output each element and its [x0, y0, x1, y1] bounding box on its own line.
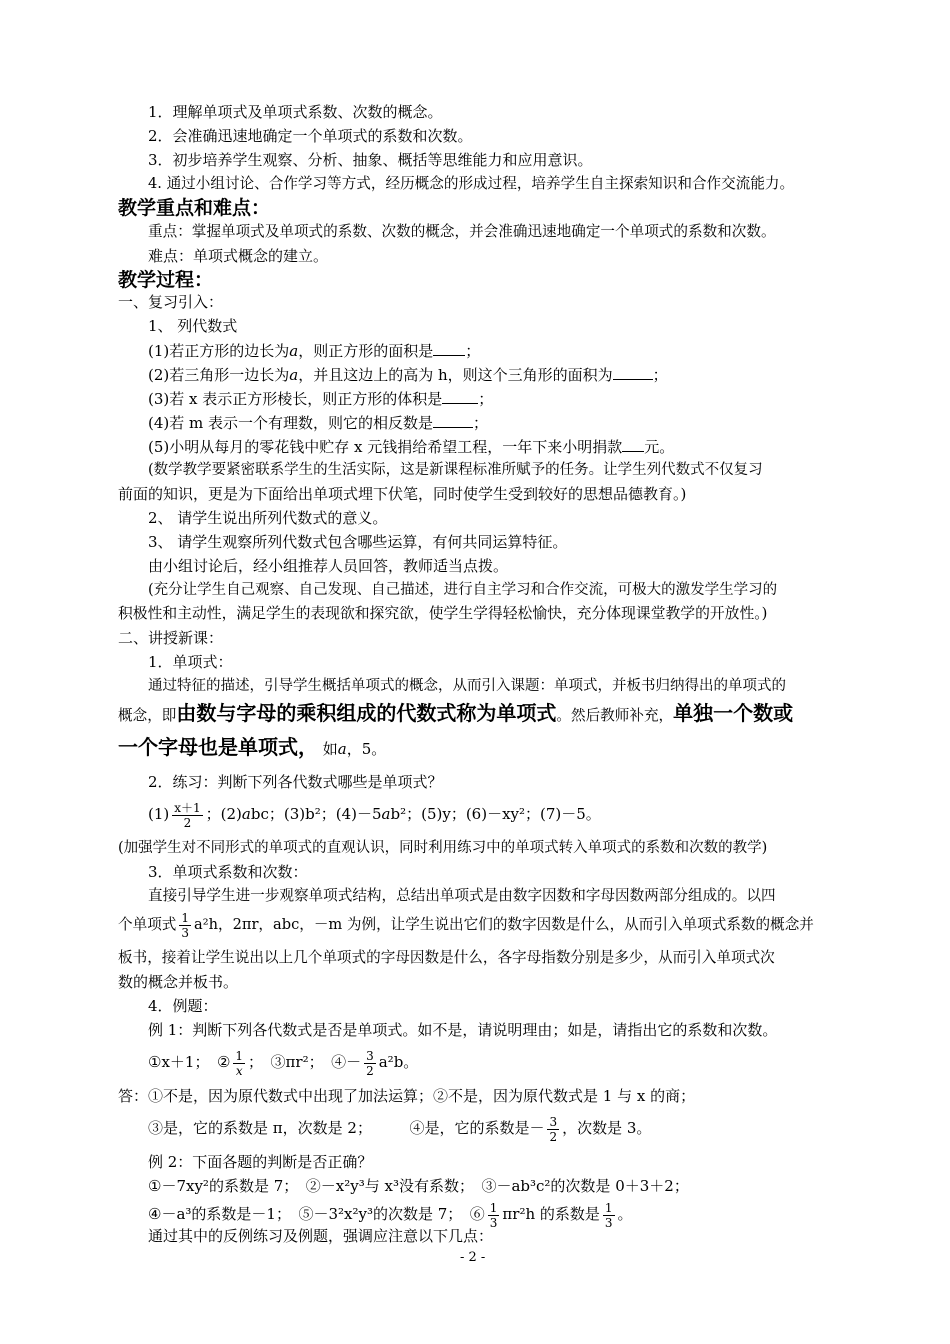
process-heading: 教学过程： — [118, 269, 214, 291]
answer-blank — [433, 340, 465, 356]
note-1-line-1: (数学教学要紧密联系学生的生活实际，这是新课程标准所赋予的任务。让学生列代数式不仅复习 — [148, 462, 763, 478]
note-1-line-2: 前面的知识，更是为下面给出单项式埋下伏笔，同时使学生受到较好的思想品德教育。) — [118, 485, 687, 503]
example-2-line-1: ①－7xy²的系数是 7； ②－x²y³与 x³没有系数； ③－ab³c²的次数是 0＋3＋2； — [148, 1177, 689, 1195]
example-1-expressions: ①x＋1； ② $\frac{1}{x}$ ； ③πr²； ④－ $\frac{3}{2}$ a²b。 — [148, 1048, 419, 1078]
fraction: $\frac{3}{2}$ — [549, 1114, 558, 1144]
question-1: (1)若正方形的边长为a，则正方形的面积是 ； — [148, 342, 481, 360]
subsection-4: 4．例题： — [148, 997, 218, 1015]
example-2-line-2: ④－a³的系数是－1； ⑤－3²x²y³的次数是 7； ⑥ $\frac{1}{3}$ πr²h 的系数是 $\frac{1}{3}$ 。 — [148, 1200, 633, 1230]
review-item-2: 2、 请学生说出所列代数式的意义。 — [148, 509, 388, 527]
fraction: $\frac{1}{3}$ — [181, 910, 190, 940]
note-2-line-2: 积极性和主动性，满足学生的表现欲和探究欲，使学生学得轻松愉快，充分体现课堂教学的开放性。) — [118, 605, 768, 622]
definition-line-3: 一个字母也是单项式， 如a，5。 — [118, 735, 387, 759]
coefficient-line-2: 个单项式 $\frac{1}{3}$ a²h，2πr，abc，－m 为例，让学生说出它们的数字因数是什么，从而引入单项式系数的概念并 — [118, 910, 814, 940]
fraction: $\frac{1}{3}$ — [489, 1200, 498, 1230]
fraction: $\frac{3}{2}$ — [366, 1048, 374, 1078]
subsection-3: 3．单项式系数和次数： — [148, 863, 308, 881]
subsection-1: 1．单项式： — [148, 653, 233, 671]
example-2: 例 2：下面各题的判断是否正确？ — [148, 1153, 373, 1171]
answer-line-1: 答：①不是，因为原代数式中出现了加法运算；②不是，因为原代数式是 1 与 x 的商； — [118, 1087, 696, 1105]
fraction: $\frac{1}{x}$ — [235, 1048, 244, 1078]
note-2-line-1: (充分让学生自己观察、自己发现、自己描述，进行自主学习和合作交流，可极大的激发学生学习的 — [148, 582, 778, 598]
new-lesson-title: 二、讲授新课： — [118, 629, 224, 647]
review-item-3: 3、 请学生观察所列代数式包含哪些运算，有何共同运算特征。 — [148, 533, 568, 551]
coefficient-line-4: 数的概念并板书。 — [118, 973, 239, 991]
review-item-1: 1、 列代数式 — [148, 317, 238, 335]
objective-2: 2．会准确迅速地确定一个单项式的系数和次数。 — [148, 127, 473, 145]
conclusion: 通过其中的反例练习及例题，强调应注意以下几点： — [148, 1227, 494, 1245]
note-3: (加强学生对不同形式的单项式的直观认识，同时利用练习中的单项式转入单项式的系数和次数的教学) — [118, 840, 768, 856]
fraction: $\frac{x+1}{2}$ — [174, 800, 201, 830]
objective-3: 3．初步培养学生观察、分析、抽象、概括等思维能力和应用意识。 — [148, 151, 593, 169]
answer-blank — [613, 364, 653, 380]
answer-blank — [442, 388, 478, 404]
answer-line-2: ③是，它的系数是 π，次数是 2； ④是，它的系数是－ $\frac{3}{2}$ ，次数是 3。 — [148, 1114, 652, 1144]
key-point: 重点：掌握单项式及单项式的系数、次数的概念，并会准确迅速地确定一个单项式的系数和次数。 — [148, 223, 776, 240]
group-discussion: 由小组讨论后，经小组推荐人员回答，教师适当点拨。 — [148, 557, 509, 575]
coefficient-line-3: 板书，接着让学生说出以上几个单项式的字母因数是什么，各字母指数分别是多少，从而引入单项式次 — [118, 949, 775, 966]
objective-1: 1．理解单项式及单项式系数、次数的概念。 — [148, 103, 443, 121]
question-2: (2)若三角形一边长为a，并且这边上的高为 h，则这个三角形的面积为 ； — [148, 366, 668, 384]
page-number: - 2 - — [460, 1250, 486, 1265]
coefficient-line-1: 直接引导学生进一步观察单项式结构，总结出单项式是由数字因数和字母因数两部分组成的。以四 — [148, 887, 776, 904]
subsection-2: 2．练习：判断下列各代数式哪些是单项式？ — [148, 773, 443, 791]
objective-4: 4. 通过小组讨论、合作学习等方式，经历概念的形成过程，培养学生自主探索知识和合作交流能力。 — [148, 175, 795, 192]
fraction: $\frac{1}{3}$ — [604, 1200, 613, 1230]
example-1: 例 1：判断下列各代数式是否是单项式。如不是，请说明理由；如是，请指出它的系数和次数。 — [148, 1021, 778, 1039]
exercise-expressions: (1) $\frac{x+1}{2}$ ；(2)abc；(3)b²；(4)－5ab²；(5)y；(6)－xy²；(7)－5。 — [148, 800, 601, 830]
key-heading: 教学重点和难点： — [118, 197, 271, 219]
answer-blank — [622, 436, 644, 452]
definition-line-1: 通过特征的描述，引导学生概括单项式的概念，从而引入课题：单项式，并板书归纳得出的单项式的 — [148, 678, 786, 694]
answer-blank — [433, 412, 473, 428]
question-5: (5)小明从每月的零花钱中贮存 x 元钱捐给希望工程，一年下来小明捐款 元。 — [148, 438, 675, 456]
definition-line-2: 概念，即由数与字母的乘积组成的代数式称为单项式。然后教师补充，单独一个数或 — [118, 701, 794, 725]
review-title: 一、复习引入： — [118, 293, 224, 311]
question-4: (4)若 m 表示一个有理数，则它的相反数是 ； — [148, 414, 489, 432]
question-3: (3)若 x 表示正方形棱长，则正方形的体积是 ； — [148, 390, 494, 408]
difficult-point: 难点：单项式概念的建立。 — [148, 247, 329, 265]
